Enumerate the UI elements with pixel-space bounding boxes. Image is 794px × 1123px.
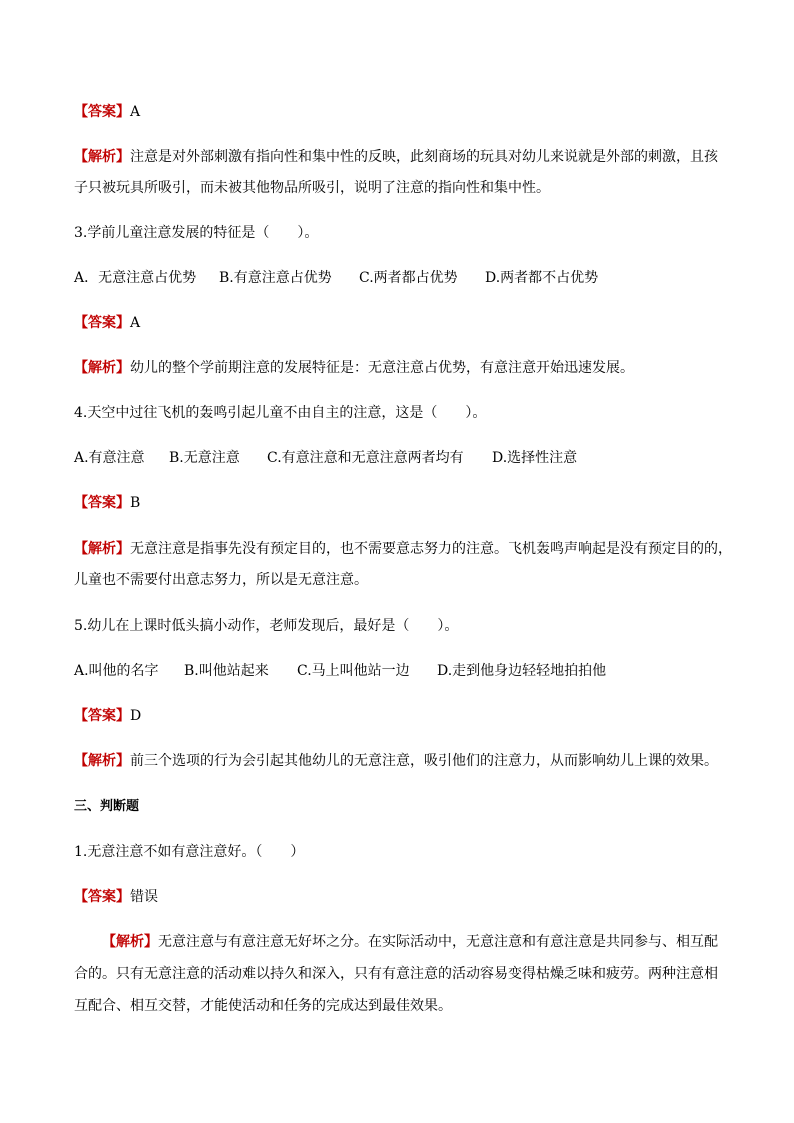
analysis-tag: 【解析】	[74, 753, 130, 769]
analysis-text: 子只被玩具所吸引，而未被其他物品所吸引，说明了注意的指向性和集中性。	[74, 180, 550, 196]
option-b: B.叫他站起来	[184, 663, 269, 679]
answer-tag: 【答案】	[74, 495, 130, 511]
option-a: A.叫他的名字	[74, 663, 159, 679]
analysis-tag: 【解析】	[74, 541, 130, 557]
analysis-line	[74, 539, 732, 559]
question-stem	[74, 403, 486, 423]
question-text: 3.学前儿童注意发展的特征是（ ）。	[74, 225, 319, 241]
section-title: 三、判断题	[74, 799, 140, 814]
analysis-line	[102, 932, 718, 952]
analysis-text: 无意注意与有意注意无好坏之分。在实际活动中，无意注意和有意注意是共同参与、相互配	[158, 934, 718, 950]
answer-value: B	[130, 495, 141, 511]
option-b: B.无意注意	[169, 450, 240, 466]
analysis-text: 合的。只有无意注意的活动难以持久和深入，只有有意注意的活动容易变得枯燥乏味和疲劳。两种注意相	[74, 966, 718, 982]
option-c: C.有意注意和无意注意两者均有	[267, 450, 464, 466]
analysis-text: 幼儿的整个学前期注意的发展特征是：无意注意占优势，有意注意开始迅速发展。	[130, 360, 634, 376]
analysis-text: 前三个选项的行为会引起其他幼儿的无意注意，吸引他们的注意力，从而影响幼儿上课的效果。	[130, 753, 718, 769]
option-d: D.走到他身边轻轻地拍拍他	[437, 663, 607, 679]
analysis-text: 无意注意是指事先没有预定目的，也不需要意志努力的注意。飞机轰鸣声响起是没有预定目的的，	[130, 541, 732, 557]
question-text: 4.天空中过往飞机的轰鸣引起儿童不由自主的注意，这是（ ）。	[74, 405, 487, 421]
analysis-line	[74, 358, 634, 378]
analysis-text: 互配合、相互交替，才能使活动和任务的完成达到最佳效果。	[74, 998, 452, 1014]
answer-line	[74, 102, 140, 122]
answer-value: D	[130, 708, 142, 724]
answer-line	[74, 706, 141, 726]
section-heading	[74, 797, 139, 817]
answer-tag: 【答案】	[74, 708, 130, 724]
analysis-tag: 【解析】	[74, 149, 130, 165]
analysis-line	[74, 147, 718, 167]
question-stem	[74, 842, 304, 862]
analysis-line	[74, 751, 718, 771]
analysis-line-cont	[74, 570, 368, 590]
answer-tag: 【答案】	[74, 315, 130, 331]
option-d: D.两者都不占优势	[485, 270, 599, 286]
option-a: A．无意注意占优势	[74, 270, 197, 286]
analysis-tag: 【解析】	[74, 360, 130, 376]
option-a: A.有意注意	[74, 450, 145, 466]
question-text: 5.幼儿在上课时低头搞小动作，老师发现后，最好是（ ）。	[74, 618, 459, 634]
question-options	[74, 448, 577, 468]
question-options	[74, 268, 598, 288]
answer-line	[74, 493, 140, 513]
option-b: B.有意注意占优势	[219, 270, 332, 286]
option-d: D.选择性注意	[492, 450, 578, 466]
question-text: 1.无意注意不如有意注意好。（ ）	[74, 844, 305, 860]
answer-tag: 【答案】	[74, 889, 130, 905]
answer-line	[74, 313, 140, 333]
analysis-line-cont	[74, 996, 452, 1016]
answer-value: A	[130, 104, 141, 120]
question-stem	[74, 223, 318, 243]
analysis-text: 儿童也不需要付出意志努力，所以是无意注意。	[74, 572, 368, 588]
answer-value: A	[130, 315, 141, 331]
analysis-tag: 【解析】	[102, 934, 158, 950]
analysis-line-cont	[74, 178, 550, 198]
question-options	[74, 661, 606, 681]
option-c: C.两者都占优势	[359, 270, 458, 286]
question-stem	[74, 616, 458, 636]
answer-line	[74, 887, 158, 907]
answer-tag: 【答案】	[74, 104, 130, 120]
analysis-line-cont	[74, 964, 718, 984]
analysis-text: 注意是对外部刺激有指向性和集中性的反映，此刻商场的玩具对幼儿来说就是外部的刺激，且孩	[130, 149, 718, 165]
answer-value: 错误	[130, 889, 158, 905]
option-c: C.马上叫他站一边	[297, 663, 410, 679]
